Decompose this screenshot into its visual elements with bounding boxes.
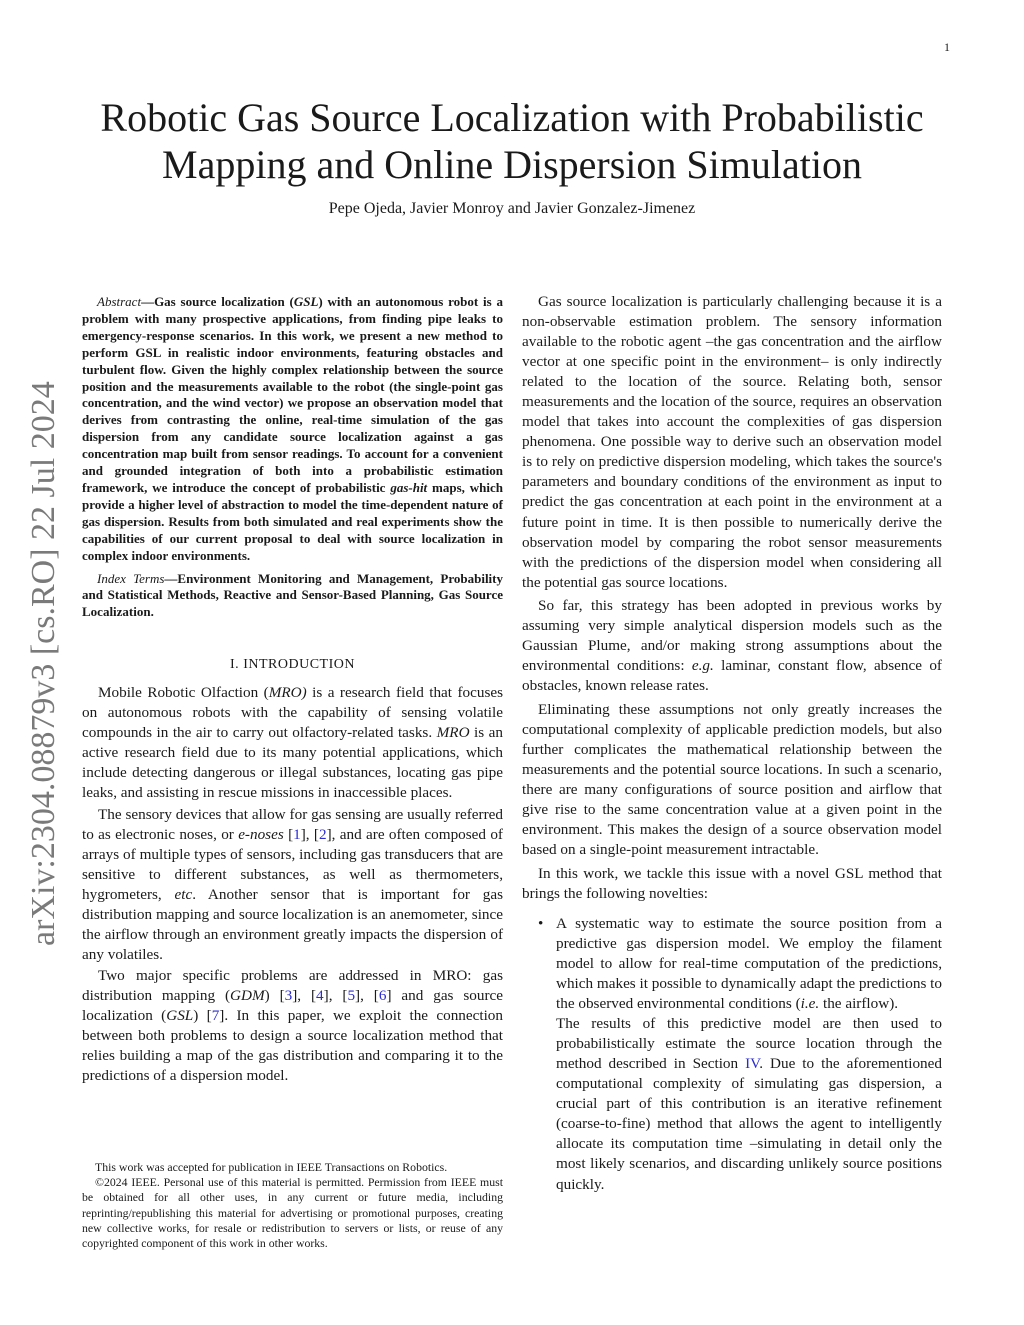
abstract-label: Abstract	[97, 294, 142, 309]
author-list: Pepe Ojeda, Javier Monroy and Javier Gonzalez-Jimenez	[328, 200, 696, 217]
bullet-icon: •	[538, 914, 544, 932]
right-paragraph-2: So far, this strategy has been adopted in previous works by assuming very simple analytical dispersion models such as the Gaussian Plume, and/or making strong assumptions about the environmental conditions: e.g. laminar, constant flow, absence of obstacles, known release rates.	[522, 597, 942, 695]
novelty-continuation: The results of this predictive model are then used to probabilistically estimate the source location through the method described in Section IV. Due to the aforementioned computational complexity of simulating gas dispersion, a crucial part of this contribution is an iterative refinement (coarse-to-fine) method that allows the agent to intelligently allocate its computation time –simulating in detail only the most likely scenarios, and discarding unlikely source positions quickly.	[556, 1015, 942, 1193]
section-heading-introduction: I. INTRODUCTION	[230, 657, 355, 673]
title-line-1: Robotic Gas Source Localization with Probabilistic	[100, 95, 924, 140]
citation-link[interactable]: 7	[211, 1006, 220, 1024]
novelty-text: A systematic way to estimate the source position from a predictive gas dispersion model. We employ the filament model to allow for real-time computation of the predictions, which makes it possible to dynamically adapt the predictions to the observed environmental conditions (i.e. the airflow).	[556, 914, 942, 1013]
citation-link[interactable]: 2	[318, 825, 327, 843]
right-paragraph-1: Gas source localization is particularly challenging because it is a non-observable estimation problem. The sensory information available to the robotic agent –the gas concentration and the airflow vector at one specific point in the environment– is only indirectly related to the location of the source. Relating both, sensor measurements and the location of the source, requires an observation model that takes into account the complexities of gas dispersion phenomena. One possible way to derive such an observation model is to rely on predictive dispersion modeling, which takes the source's parameters and boundary conditions of the environment as input to predict the gas concentration at each point in the environment at a future point in time. It is then possible to numerically derive the observation model by comparing the robot sensor measurements with the predictions of the dispersion model when considering all the potential gas source locations.	[522, 293, 942, 591]
intro-paragraph-2: The sensory devices that allow for gas sensing are usually referred to as electronic noses, or e-noses [1], [2], and are often composed of arrays of multiple types of sensors, including gas transducers that are sensitive to different substances, as well as thermometers, hygrometers, etc. Another sensor that is important for gas distribution mapping and source localization is an anemometer, since the airflow through an environment greatly impacts the dispersion of any volatiles.	[82, 805, 503, 963]
left-column	[82, 294, 503, 1086]
abstract: Abstract—Gas source localization (GSL) with an autonomous robot is a problem with many prospective applications, from finding pipe leaks to emergency-response scenarios. In this work, we present a new method to perform GSL in realistic indoor environments, featuring obstacles and turbulent flow. Given the highly complex relationship between the source position and the measurements available to the robot (the single-point gas concentration, and the wind vector) we propose an observation model that derives from contrasting the online, real-time simulation of the gas dispersion from any candidate source localization against a gas concentration map built from sensor readings. To account for a convenient and grounded integration of both into a probabilistic estimation framework, we introduce the concept of probabilistic gas-hit maps, which provide a higher level of abstraction to model the time-dependent nature of gas dispersion. Results from both simulated and real experiments show the capabilities of our current proposal to deal with source localization in complex indoor environments.	[82, 294, 503, 563]
right-paragraph-3: Eliminating these assumptions not only greatly increases the computational complexity of applicable prediction models, but also further complicates the mathematical relationship between the measurements and the potential source locations. In such a scenario, there are many configurations of source position and airflow that give rise to the same concentration value at a given point in the environment. This makes the design of a source observation model based on a single-point measurement intractable.	[522, 700, 942, 859]
right-column	[522, 292, 942, 1195]
title-line-2: Mapping and Online Dispersion Simulation	[162, 142, 862, 187]
novelty-list	[522, 914, 942, 1195]
footnote	[82, 1160, 503, 1251]
list-item	[522, 914, 942, 1195]
footnote-publication: This work was accepted for publication in IEEE Transactions on Robotics.	[95, 1160, 448, 1174]
paper-title	[60, 94, 964, 188]
page-number: 1	[944, 40, 950, 54]
footnote-copyright: ©2024 IEEE. Personal use of this material is permitted. Permission from IEEE must be obtained for all other uses, in any current or future media, including reprinting/republishing this material for advertising or promotional purposes, creating new collective works, for resale or redistribution to servers or lists, or reuse of any copyrighted component of this work in other works.	[82, 1175, 503, 1251]
intro-paragraph-3: Two major specific problems are addressed in MRO: gas distribution mapping (GDM) [3], [4], [5], [6] and gas source localization (GSL) [7]. In this paper, we exploit the connection between both problems to design a source localization method that relies building a map of the gas distribution and comparing it to the predictions of a dispersion model.	[82, 966, 503, 1085]
citation-link[interactable]: 1	[293, 825, 301, 843]
citation-link[interactable]: 6	[378, 986, 387, 1004]
index-terms: Index Terms—Environment Monitoring and Management, Probability and Statistical Methods, Reactive and Sensor-Based Planning, Gas Source Localization.	[82, 570, 503, 620]
index-terms-label: Index Terms	[97, 570, 165, 586]
section-link[interactable]: IV	[745, 1055, 760, 1073]
right-paragraph-4: In this work, we tackle this issue with a novel GSL method that brings the following novelties:	[522, 864, 942, 902]
citation-link[interactable]: 4	[316, 986, 324, 1004]
arxiv-identifier: arXiv:2304.08879v3 [cs.RO] 22 Jul 2024	[25, 381, 62, 946]
intro-paragraph-1: Mobile Robotic Olfaction (MRO) is a research field that focuses on autonomous robots with the capability of sensing volatile compounds in the air to carry out olfactory-related tasks. MRO is an active research field due to its many potential applications, which include detecting dangerous or illegal substances, locating gas pipe leaks, and assisting in rescue missions in inaccessible places.	[82, 684, 504, 802]
citation-link[interactable]: 5	[347, 986, 356, 1004]
citation-link[interactable]: 3	[284, 986, 293, 1004]
